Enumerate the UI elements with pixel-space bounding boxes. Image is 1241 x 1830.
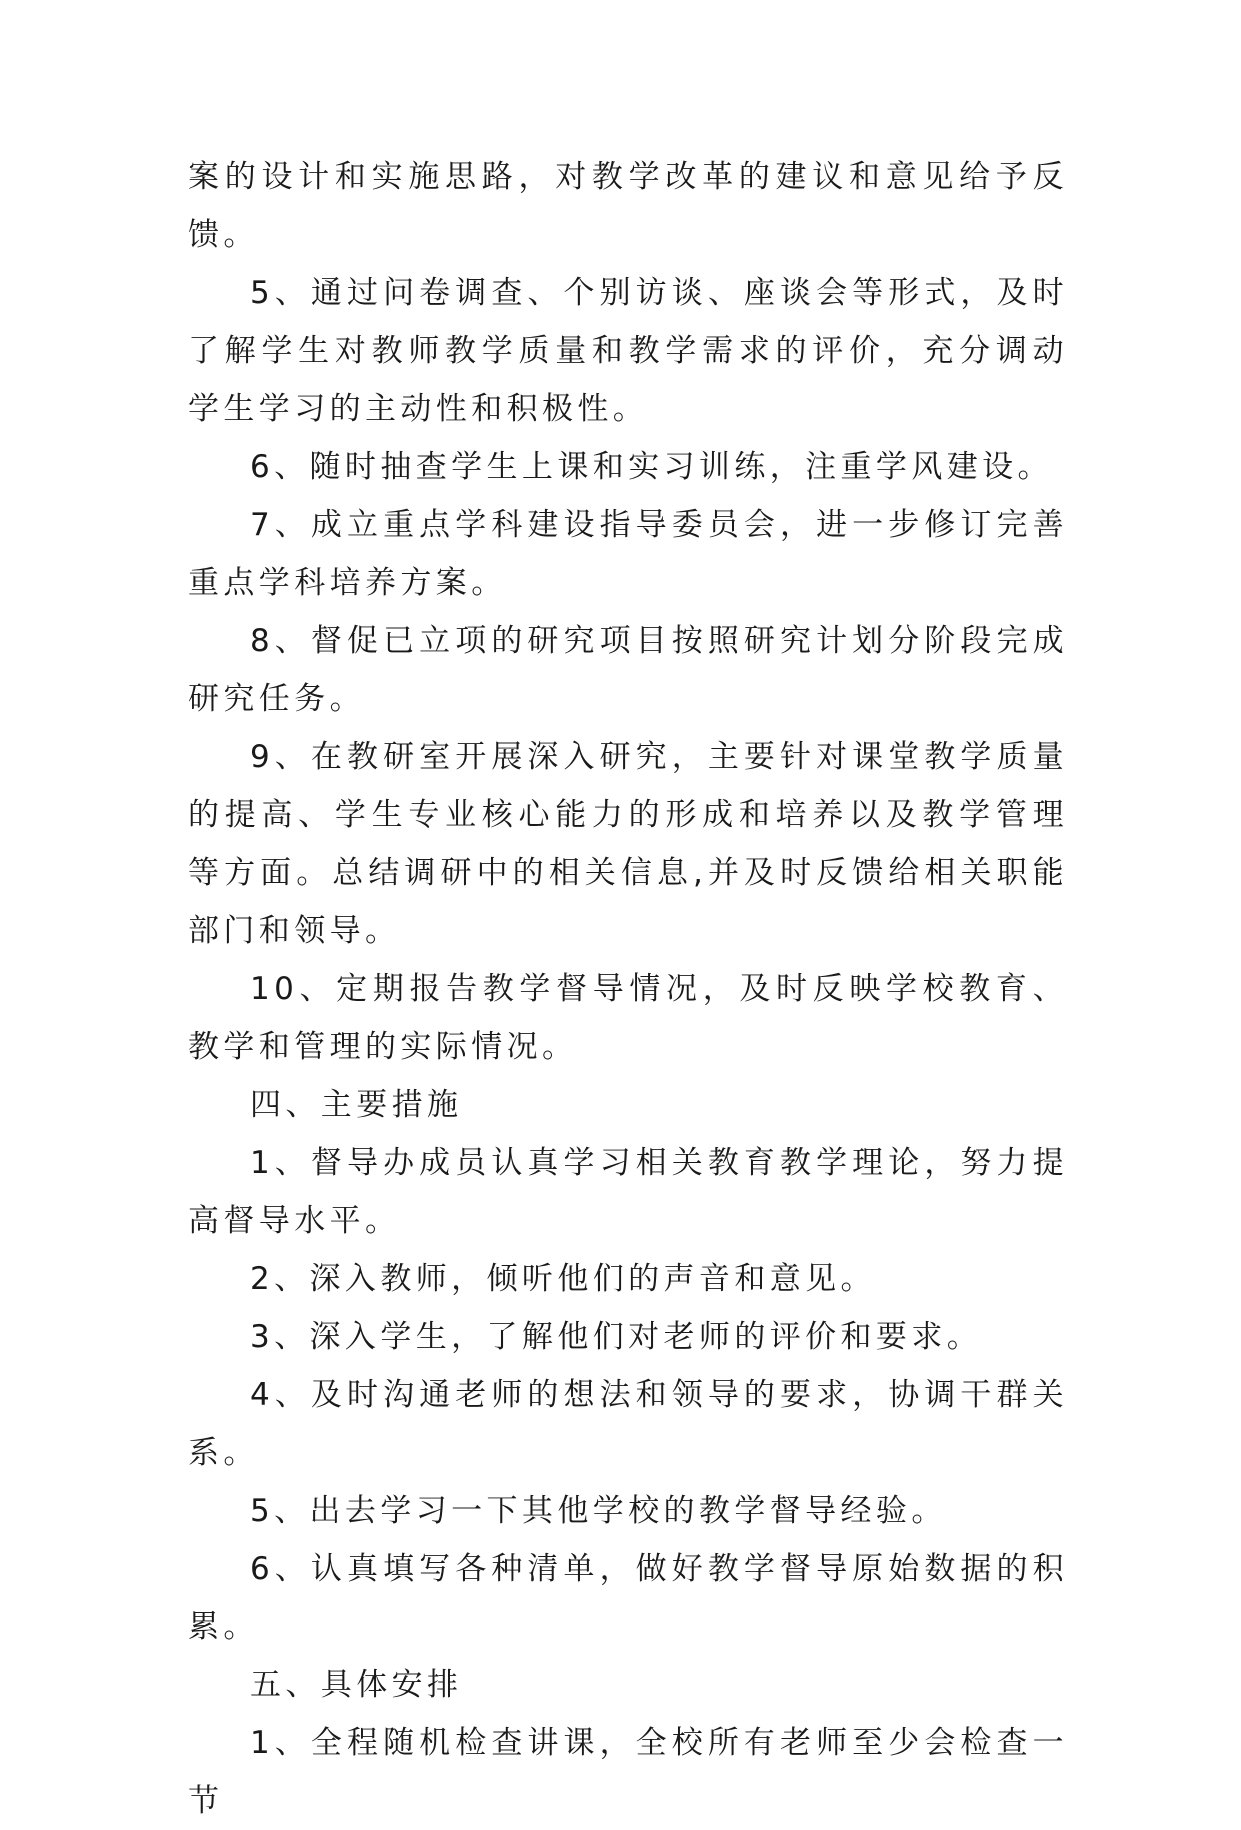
paragraph-item-9: 9、在教研室开展深入研究，主要针对课堂教学质量的提高、学生专业核心能力的形成和培养以及教学管理等方面。总结调研中的相关信息,并及时反馈给相关职能部门和领导。: [188, 739, 1068, 949]
measure-item-1: 1、督导办成员认真学习相关教育教学理论，努力提高督导水平。: [188, 1145, 1068, 1239]
document-body: [188, 148, 1068, 1830]
paragraph-item-5: 5、通过问卷调查、个别访谈、座谈会等形式，及时了解学生对教师教学质量和教学需求的评价，充分调动学生学习的主动性和积极性。: [188, 275, 1068, 427]
paragraph-item-6: 6、随时抽查学生上课和实习训练，注重学风建设。: [250, 449, 1053, 485]
paragraph-continuation: 案的设计和实施思路，对教学改革的建议和意见给予反馈。: [188, 159, 1068, 253]
measure-item-4: 4、及时沟通老师的想法和领导的要求，协调干群关系。: [188, 1377, 1068, 1471]
section-heading-measures: 四、主要措施: [250, 1087, 463, 1123]
measure-item-3: 3、深入学生，了解他们对老师的评价和要求。: [250, 1319, 983, 1355]
measure-item-6: 6、认真填写各种清单，做好教学督导原始数据的积累。: [188, 1551, 1068, 1645]
arrangement-item-1: 1、全程随机检查讲课，全校所有老师至少会检查一节: [188, 1725, 1068, 1819]
section-heading-arrangements: 五、具体安排: [250, 1667, 463, 1703]
paragraph-item-8: 8、督促已立项的研究项目按照研究计划分阶段完成研究任务。: [188, 623, 1068, 717]
measure-item-2: 2、深入教师，倾听他们的声音和意见。: [250, 1261, 876, 1297]
paragraph-item-7: 7、成立重点学科建设指导委员会，进一步修订完善重点学科培养方案。: [188, 507, 1068, 601]
paragraph-item-10: 10、定期报告教学督导情况，及时反映学校教育、教学和管理的实际情况。: [188, 971, 1068, 1065]
measure-item-5: 5、出去学习一下其他学校的教学督导经验。: [250, 1493, 947, 1529]
